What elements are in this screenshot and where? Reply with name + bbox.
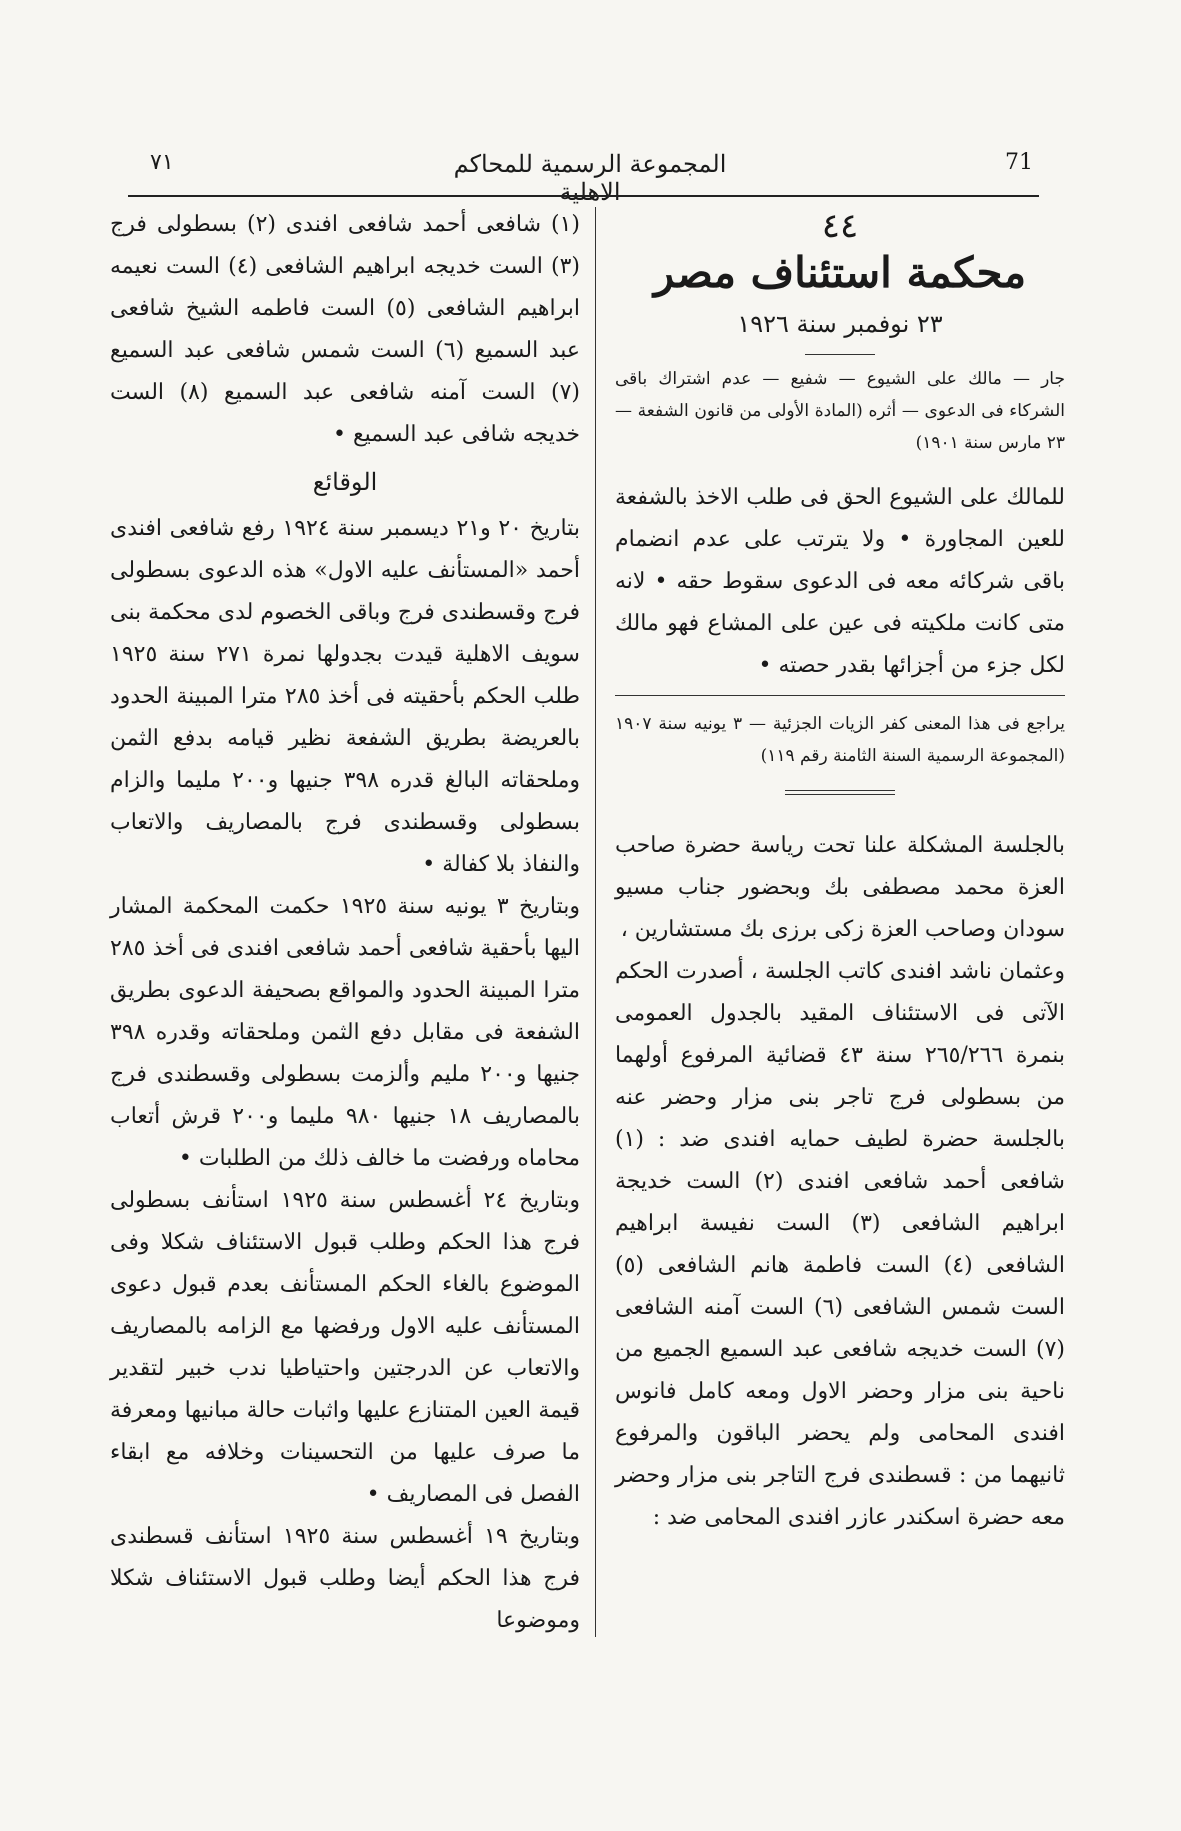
right-column [615, 204, 1065, 1539]
ruling-paragraph: وعثمان ناشد افندى كاتب الجلسة ، أصدرت الحكم الآتى فى الاستئناف المقيد بالجدول العمومى بنمرة ٢٦٥/٢٦٦ سنة ٤٣ قضائية المرفوع أولهما من بسطولى فرج تاجر بنى مزار وحضر عنه بالجلسة حضرة لطيف حمايه افندى ضد : (١) شافعى أحمد شافعى افندى (٢) الست خديجة ابراهيم الشافعى (٣) الست نفيسة ابراهيم الشافعى (٤) الست فاطمة هانم الشافعى (٥) الست شمس الشافعى (٦) الست آمنه الشافعى (٧) الست خديجه شافعى عبد السميع الجميع من ناحية بنى مزار وحضر الاول ومعه كامل فانوس افندى المحامى ولم يحضر الباقون والمرفوع ثانيهما من : قسطندى فرج التاجر بنى مزار وحضر معه حضرة اسكندر عازر افندى المحامى ضد : [615, 959, 1065, 1530]
facts-heading: الوقائع [312, 468, 378, 496]
court-name: محكمة استئناف مصر [653, 248, 1027, 297]
header-rule [128, 195, 1039, 197]
column-divider [595, 207, 596, 1637]
page-number-arabic: ٧١ [150, 150, 174, 175]
running-title: المجموعة الرسمية للمحاكم الاهلية [453, 150, 727, 206]
facts-paragraph-2: وبتاريخ ٣ يونيه سنة ١٩٢٥ حكمت المحكمة المشار اليها بأحقية شافعى أحمد شافعى افندى فى أخذ ٢٨٥ مترا المبينة الحدود والمواقع بصحيفة الدعوى بطريق الشفعة فى مقابل دفع الثمن وملحقاته وقدره ٣٩٨ جنيها و٢٠٠ مليم وألزمت بسطولى وقسطندى فرج بالمصاريف ١٨ جنيها ٩٨٠ مليما و٢٠٠ قرش أتعاب محاماه ورفضت ما خالف ذلك من الطلبات • [110, 894, 580, 1171]
page-number-latin: 71 [1005, 150, 1033, 175]
case-keywords: جار — مالك على الشيوع — شفيع — عدم اشتراك باقى الشركاء فى الدعوى — أثره (المادة الأولى من قانون الشفعة — ٢٣ مارس سنة ١٩٠١) [615, 369, 1065, 453]
double-rule [785, 790, 895, 795]
facts-paragraph-4: وبتاريخ ١٩ أغسطس سنة ١٩٢٥ استأنف قسطندى فرج هذا الحكم أيضا وطلب قبول الاستئناف شكلا وموضوعا [110, 1524, 580, 1633]
reference-rule [615, 695, 1065, 696]
short-rule [805, 354, 875, 355]
facts-paragraph-1: بتاريخ ٢٠ و٢١ ديسمبر سنة ١٩٢٤ رفع شافعى افندى أحمد «المستأنف عليه الاول» هذه الدعوى بسطولى فرج وقسطندى فرج وباقى الخصوم لدى محكمة بنى سويف الاهلية قيدت بجدولها نمرة ٢٧١ سنة ١٩٢٥ طلب الحكم بأحقيته فى أخذ ٢٨٥ مترا المبينة الحدود بالعريضة بطريق الشفعة نظير قيامه بدفع الثمن وملحقاته البالغ قدره ٣٩٨ جنيها و٢٠٠ مليما والزام بسطولى وقسطندى فرج بالمصاريف والاتعاب والنفاذ بلا كفالة • [110, 516, 581, 877]
page-header [0, 140, 1181, 206]
case-number: ٤٤ [821, 206, 859, 246]
left-column [110, 204, 580, 1642]
session-paragraph: بالجلسة المشكلة علنا تحت رياسة حضرة صاحب العزة محمد مصطفى بك وبحضور جناب مسيو سودان وصاحب العزة زكى برزى بك مستشارين ، [615, 833, 1065, 942]
facts-paragraph-3: وبتاريخ ٢٤ أغسطس سنة ١٩٢٥ استأنف بسطولى فرج هذا الحكم وطلب قبول الاستئناف شكلا وفى الموضوع بالغاء الحكم المستأنف بعدم قبول دعوى المستأنف عليه الاول ورفضها مع الزامه بالمصاريف والاتعاب عن الدرجتين واحتياطيا ندب خبير لتقدير قيمة العين المتنازع عليها واثبات حالة مبانيها ومعرفة ما صرف عليها من التحسينات وخلافه مع ابقاء الفصل فى المصاريف • [110, 1188, 581, 1507]
legal-principle: للمالك على الشيوع الحق فى طلب الاخذ بالشفعة للعين المجاورة • ولا يترتب على عدم انضمام باقى شركائه معه فى الدعوى سقوط حقه • لانه متى كانت ملكيته فى عين على المشاع فهو مالك لكل جزء من أجزائها بقدر حصته • [615, 485, 1065, 678]
parties-list: (١) شافعى أحمد شافعى افندى (٢) بسطولى فرج (٣) الست خديجه ابراهيم الشافعى (٤) الست نعيمه ابراهيم الشافعى (٥) الست فاطمه الشيخ شافعى عبد السميع (٦) الست شمس شافعى عبد السميع (٧) الست آمنه شافعى عبد السميع (٨) الست خديجه شافى عبد السميع • [110, 212, 581, 447]
case-date: ٢٣ نوفمبر سنة ١٩٢٦ [737, 310, 943, 338]
reference-note: يراجع فى هذا المعنى كفر الزيات الجزئية — ٣ يونيه سنة ١٩٠٧ (المجموعة الرسمية السنة الثامنة رقم ١١٩) [615, 714, 1065, 766]
